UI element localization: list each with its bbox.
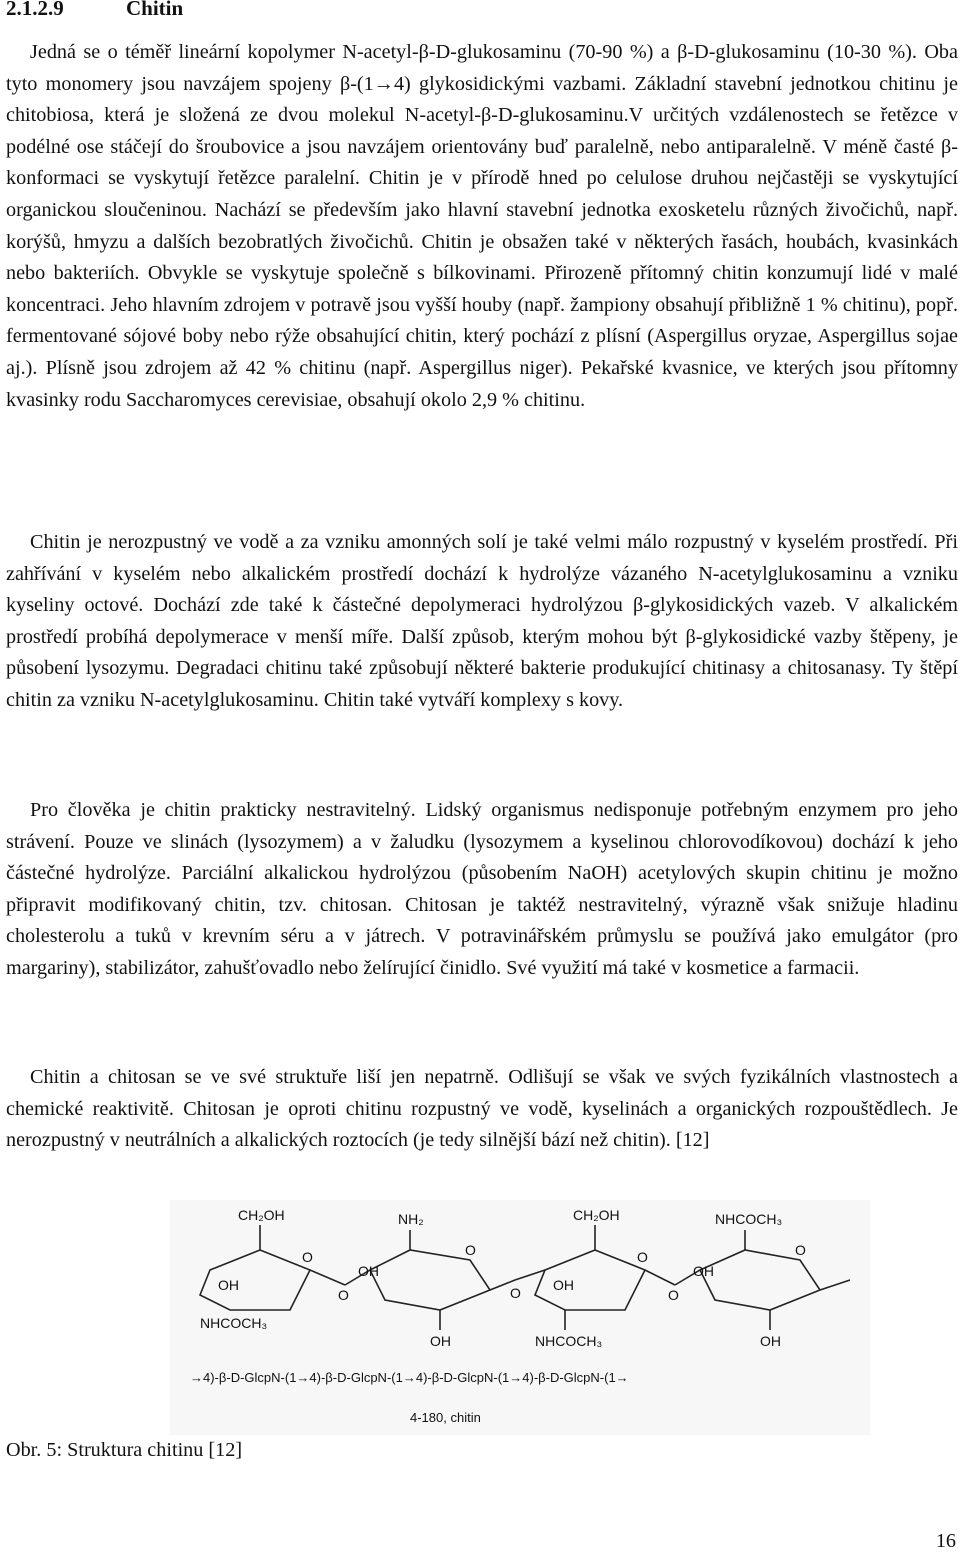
page-number: 16 — [935, 1530, 956, 1552]
ch2oh-label: CH₂OH — [238, 1207, 285, 1223]
top-substituent-labels — [238, 1207, 782, 1227]
glycosidic-chain-label: →4)-β-D-GlcpN-(1→4)-β-D-GlcpN-(1→4)-β-D-GlcpN-(1→4)-β-D-GlcpN-(1→ — [190, 1370, 629, 1385]
nhcoch3-label: NHCOCH₃ — [535, 1333, 603, 1349]
oh-label: OH — [553, 1277, 574, 1293]
nh2-label: NH₂ — [398, 1211, 424, 1227]
oh-label: OH — [693, 1263, 714, 1279]
paragraph-2: Chitin je nerozpustný ve vodě a za vzniku amonných solí je také velmi málo rozpustný v kyselém prostředí. Při zahřívání v kyselém nebo alkalickém prostředí dochází k hydrolýze vázaného N-acetylglukosaminu a vzniku kyseliny octové. Dochází zde také k částečné depolymeraci hydrolýzou β-glykosidických vazeb. V alkalickém prostředí probíhá depolymerace v menší míře. Další způsob, kterým mohou být β-glykosidické vazby štěpeny, je působení lysozymu. Degradaci chitinu také způsobují některé bakterie produkující chitinasy a chitosanasy. Ty štěpí chitin za vzniku N-acetylglukosaminu. Chitin také vytváří komplexy s kovy. — [6, 531, 958, 711]
figure-caption: Obr. 5: Struktura chitinu [12] — [6, 1439, 243, 1461]
oh-label: OH — [218, 1277, 239, 1293]
bottom-substituent-labels — [200, 1315, 781, 1349]
ch2oh-label: CH₂OH — [573, 1207, 620, 1223]
section-title: Chitin — [126, 0, 184, 20]
section-number: 2.1.2.9 — [6, 0, 64, 20]
oh-label: OH — [760, 1333, 781, 1349]
oh-label: OH — [430, 1333, 451, 1349]
paragraph-3: Pro člověka je chitin prakticky nestravitelný. Lidský organismus nedisponuje potřebným enzymem pro jeho strávení. Pouze ve slinách (lysozymem) a v žaludku (lysozymem a kyselinou chlorovodíkovou) dochází k jeho částečné hydrolýze. Parciální alkalickou hydrolýzou (působením NaOH) acetylových skupin chitinu je možno připravit modifikovaný chitin, tzv. chitosan. Chitosan je taktéž nestravitelný, výrazně však snižuje hladinu cholesterolu a tuků v krevním séru a v játrech. V potravinářském průmyslu se používá jako emulgátor (pro margariny), stabilizátor, zahušťovadlo nebo želírující činidlo. Své využití má také v kosmetice a farmacii. — [6, 799, 958, 979]
nhcoch3-label: NHCOCH₃ — [715, 1211, 783, 1227]
ring-o-label: O — [302, 1249, 313, 1265]
paragraph-4: Chitin a chitosan se ve své struktuře liší jen nepatrně. Odlišují se však ve svých fyzikálních vlastnostech a chemické reaktivitě. Chitosan je oproti chitinu rozpustný ve vodě, kyselinách a organických rozpouštědlech. Je nerozpustný v neutrálních a alkalických roztocích (je tedy silnější bází než chitin). [12] — [6, 1066, 958, 1152]
glycosidic-o-label: O — [338, 1287, 349, 1303]
section-heading — [6, 0, 183, 21]
ring-o-label: O — [637, 1249, 648, 1265]
chitin-structure-figure — [170, 1200, 870, 1435]
ring-o-label: O — [465, 1242, 476, 1258]
paragraph-1: Jedná se o téměř lineární kopolymer N-acetyl-β-D-glukosaminu (70-90 %) a β-D-glukosaminu (10-30 %). Oba tyto monomery jsou navzájem spojeny β-(1→4) glykosidickými vazbami. Základní stavební jednotkou chitinu je chitobiosa, která je složená ze dvou molekul N-acetyl-β-D-glukosaminu.V určitých vzdálenostech se řetězce v podélné ose stáčejí do šroubovice a jsou navzájem orientovány buď paralelně, nebo antiparalelně. V méně časté β-konformaci se vyskytují řetězce paralelní. Chitin je v přírodě hned po celulose druhou nejčastěji se vyskytující organickou sloučeninou. Nachází se především jako hlavní stavební jednotka exosketelu různých živočichů, např. korýšů, hmyzu a dalších bezobratlých živočichů. Chitin je obsažen také v některých řasách, houbách, kvasinkách nebo bakteriích. Obvykle se vyskytuje společně s bílkovinami. Přirozeně přítomný chitin konzumují lidé v malé koncentraci. Jeho hlavním zdrojem v potravě jsou vyšší houby (např. žampiony obsahují přibližně 1 % chitinu), popř. fermentované sójové boby nebo rýže obsahující chitin, který pochází z plísní (Aspergillus oryzae, Aspergillus sojae aj.). Plísně jsou zdrojem až 42 % chitinu (např. Aspergillus niger). Pekařské kvasnice, ve kterých jsou přítomny kvasinky rodu Saccharomyces cerevisiae, obsahují okolo 2,9 % chitinu. — [6, 41, 958, 411]
glycosidic-o-label: O — [668, 1287, 679, 1303]
nhcoch3-label: NHCOCH₃ — [200, 1315, 268, 1331]
oh-label: OH — [358, 1263, 379, 1279]
glycosidic-o-label: O — [510, 1285, 521, 1301]
chitin-structure-diagram — [170, 1200, 870, 1435]
structure-label: 4-180, chitin — [410, 1410, 481, 1425]
ring-o-label: O — [795, 1242, 806, 1258]
